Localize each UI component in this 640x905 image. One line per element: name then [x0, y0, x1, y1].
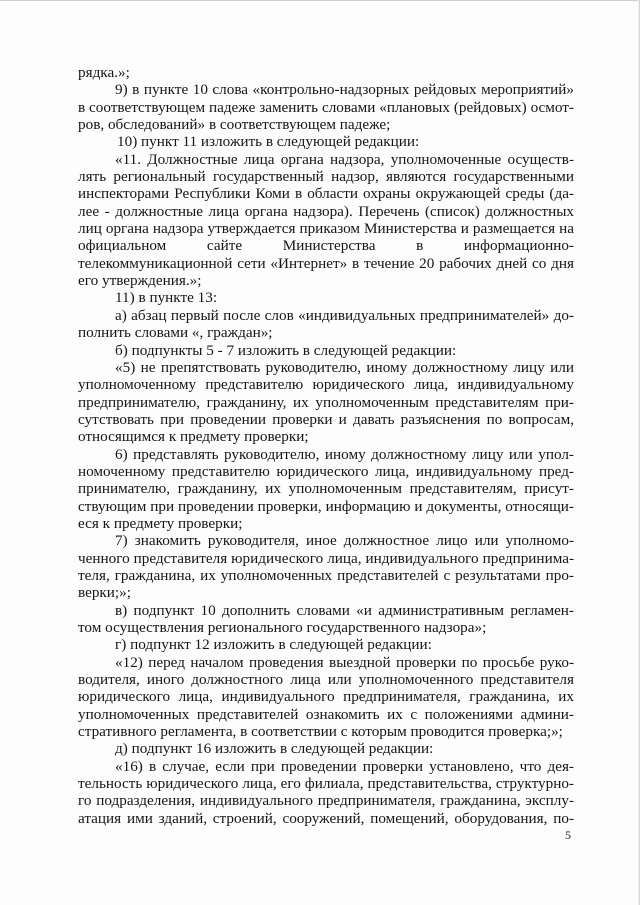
text-line: относящимся к предмету проверки;: [78, 428, 309, 446]
text-line: стративного регламента, в соответствии с которым проводится проверка;»;: [78, 723, 563, 741]
text-line: г) подпункт 12 изложить в следующей редакции:: [115, 636, 432, 654]
text-line: его утверждения.»;: [78, 272, 202, 290]
text-line: «5) не препятствовать руководителю, иному должностному лицу или: [115, 358, 574, 376]
text-line: 7) знакомить руководителя, иное должностное лицо или уполномо-: [115, 532, 574, 550]
text-line: в соответствующем падеже заменить словами «плановых (рейдовых) осмот-: [78, 98, 574, 116]
text-line: «12) перед началом проведения выездной проверки по просьбе руко-: [115, 653, 574, 671]
text-line: 10) пункт 11 изложить в следующей редакции:: [117, 133, 420, 151]
text-line: лее - должностные лица органа надзора). Перечень (список) должностных: [78, 202, 574, 220]
text-line: уполномоченному представителю юридического лица, индивидуальному: [78, 376, 574, 394]
text-line: а) абзац первый после слов «индивидуальных предпринимателей» до-: [115, 306, 574, 324]
text-line: го подразделения, индивидуального предпринимателя, гражданина, эксплу-: [78, 792, 574, 810]
text-line: лять региональный государственный надзор, являются государственными: [78, 168, 574, 186]
text-line: теля, гражданина, их уполномоченных представителей с результатами про-: [78, 566, 574, 584]
text-line: «16) в случае, если при проведении проверки установлено, что дея-: [115, 757, 574, 775]
text-line: инспекторами Республики Коми в области охраны окружающей среды (да-: [78, 185, 574, 203]
text-line: тельность юридического лица, его филиала, представительства, структурно-: [78, 775, 574, 793]
text-line: сутствовать при проведении проверки и давать разъяснения по вопросам,: [78, 410, 574, 428]
text-line: атация ими зданий, строений, сооружений, помещений, оборудования, по-: [78, 809, 574, 827]
text-line: 11) в пункте 13:: [115, 289, 218, 307]
text-line: «11. Должностные лица органа надзора, уполномоченные осуществ-: [115, 150, 574, 168]
text-line: лиц органа надзора утверждается приказом Министерства и размещается на: [78, 220, 574, 238]
text-line: б) подпункты 5 - 7 изложить в следующей редакции:: [115, 341, 457, 359]
text-line: том осуществления регионального государственного надзора»;: [78, 619, 487, 636]
text-line: телекоммуникационной сети «Интернет» в течение 20 рабочих дней со дня: [78, 254, 574, 272]
text-line: уполномоченных представителей ознакомить их с положениями админи-: [78, 705, 574, 723]
text-line: полнить словами «, граждан»;: [78, 324, 273, 342]
text-line: 6) представлять руководителю, иному должностному лицу или упол-: [115, 445, 574, 463]
page-number: 5: [565, 828, 571, 842]
text-line: ствующим при проведении проверки, информацию и документы, относящи-: [78, 497, 574, 515]
text-line: 9) в пункте 10 слова «контрольно-надзорных рейдовых мероприятий»: [115, 81, 574, 99]
text-line: еся к предмету проверки;: [78, 514, 243, 532]
text-line: ченного представителя юридического лица, индивидуального предпринима-: [78, 549, 574, 567]
document-body: [78, 64, 574, 827]
scan-top-edge: [0, 0, 640, 7]
text-line: предпринимателю, гражданину, их уполномоченным представителям при-: [78, 393, 574, 411]
text-line: принимателю, гражданину, их уполномоченным представителям, присут-: [78, 480, 574, 498]
text-line: ров, обследований» в соответствующем падеже;: [78, 116, 391, 134]
text-line: официальном сайте Министерства в информационно-: [78, 237, 574, 255]
text-line: рядка.»;: [78, 64, 130, 81]
text-line: юридического лица, индивидуального предпринимателя, гражданина, их: [78, 688, 574, 706]
text-line: д) подпункт 16 изложить в следующей редакции:: [115, 740, 434, 758]
text-line: номоченному представителю юридического лица, индивидуальному пред-: [78, 462, 574, 480]
text-line: в) подпункт 10 дополнить словами «и административным регламен-: [115, 601, 574, 619]
text-line: водителя, иного должностного лица или уполномоченного представителя: [78, 671, 574, 689]
text-line: верки;»;: [78, 584, 131, 602]
